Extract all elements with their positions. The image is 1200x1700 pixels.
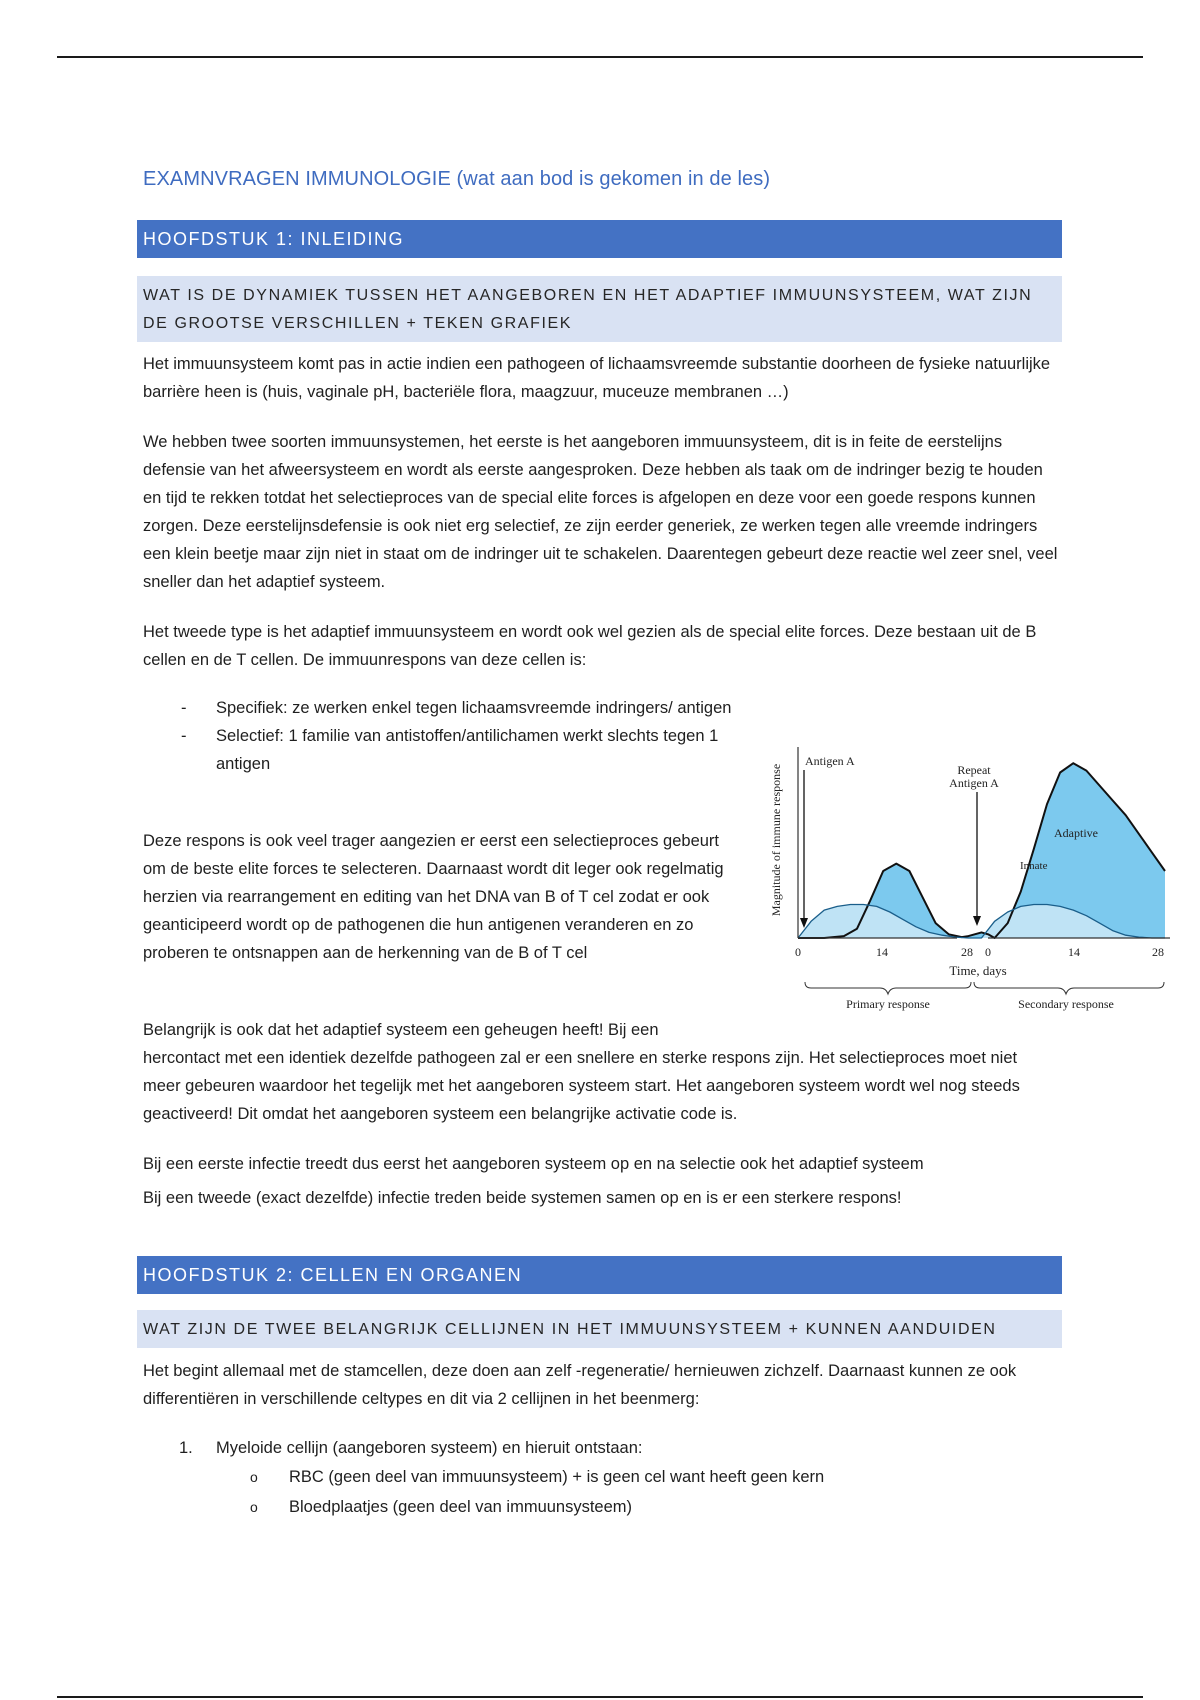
chapter-1-paragraph-5a: Belangrijk is ook dat het adaptief systeem een geheugen heeft! Bij een — [143, 1021, 659, 1039]
chapter-1-paragraph-7: Bij een tweede (exact dezelfde) infectie treden beide systemen samen op en is er een sterkere respons! — [143, 1189, 902, 1207]
adaptive-label: Adaptive — [1054, 826, 1098, 840]
x-axis-label: Time, days — [949, 963, 1007, 978]
tick-label: 0 — [985, 945, 991, 959]
cell-lines-list — [143, 1434, 824, 1522]
dash-marker: - — [181, 699, 187, 717]
primary-response-label: Primary response — [846, 997, 930, 1011]
list-item — [143, 1434, 824, 1522]
chapter-1-paragraph-4: Deze respons is ook veel trager aangezien er eerst een selectieproces gebeurt om de beste elite forces te selecteren. Daarnaast wordt dit leger ook regelmatig herzien via rearrangement en editing van het DNA van B of T cel zodat er ook geanticipeerd wordt op de pathogenen die hun antigenen veranderen en zo proberen te ontsnappen aan de herkenning van de B of T cel — [143, 832, 724, 962]
list-item: - Specifiek: ze werken enkel tegen lichaamsvreemde indringers/ antigen — [143, 694, 736, 722]
immune-response-chart — [760, 712, 1170, 1012]
chapter-2-question: WAT ZIJN DE TWEE BELANGRIJK CELLIJNEN IN HET IMMUUNSYSTEEM + KUNNEN AANDUIDEN — [137, 1310, 1062, 1348]
chapter-1-paragraph-6: Bij een eerste infectie treedt dus eerst het aangeboren systeem op en na selectie ook het adaptief systeem — [143, 1155, 924, 1173]
chapter-2-paragraph-1: Het begint allemaal met de stamcellen, deze doen aan zelf -regeneratie/ hernieuwen zichzelf. Daarnaast kunnen ze ook differentiëren in verschillende celtypes en dit via 2 cellijnen in het beenmerg: — [143, 1362, 1017, 1408]
list-item: - Selectief: 1 familie van antistoffen/antilichamen werkt slechts tegen 1 antigen — [143, 722, 736, 778]
chapter-1-paragraph-1: Het immuunsysteem komt pas in actie indien een pathogeen of lichaamsvreemde substantie doorheen de fysieke natuurlijke barrière heen is (huis, vaginale pH, bacteriële flora, maagzuur, muceuze membranen …) — [143, 355, 1051, 401]
chapter-1-paragraph-5b: hercontact met een identiek dezelfde pathogeen zal er een snellere en sterke respons zijn. Het selectieproces moet niet meer gebeuren waardoor het tegelijk met het aangeboren systeem start. Het aangeboren systeem wordt wel nog steeds geactiveerd! Dit omdat het aangeboren systeem een belangrijke activatie code is. — [143, 1049, 1020, 1123]
chapter-1-heading: HOOFDSTUK 1: INLEIDING — [137, 220, 1062, 258]
repeat-label: Repeat — [957, 763, 991, 777]
chapter-1-paragraph-3: Het tweede type is het adaptief immuunsysteem en wordt ook wel gezien als de special elite forces. Deze bestaan uit de B cellen en de T cellen. De immuunrespons van deze cellen is: — [143, 623, 1037, 669]
list-item-label: Myeloide cellijn (aangeboren systeem) en hieruit ontstaan: — [216, 1439, 643, 1457]
innate-label: Innate — [1020, 860, 1048, 872]
page-bottom-rule — [57, 1696, 1143, 1698]
secondary-response-bracket — [974, 982, 1164, 994]
immune-response-chart-svg — [760, 712, 1170, 1012]
chapter-1-paragraph-2: We hebben twee soorten immuunsystemen, het eerste is het aangeboren immuunsysteem, dit is in feite de eerstelijns defensie van het afweersysteem en wordt als eerste aangesproken. Deze hebben als taak om de indringer bezig te houden en tijd te rekken totdat het selectieproces van de special elite forces is afgelopen en deze voor een goede respons kunnen zorgen. Deze eerstelijnsdefensie is ook niet erg selectief, ze zijn eerder generiek, ze werken tegen alle vreemde indringers een klein beetje maar zijn niet in staat om de indringer uit te schakelen. Daarentegen gebeurt deze reactie wel zeer snel, veel sneller dan het adaptief systeem. — [143, 433, 1058, 591]
repeat-antigen-a-label: Antigen A — [949, 776, 999, 790]
adaptive-properties-list — [143, 694, 736, 778]
antigen-a-label: Antigen A — [805, 754, 855, 768]
circle-bullet-icon: o — [250, 1469, 258, 1485]
dash-marker: - — [181, 727, 187, 745]
tick-label: 28 — [1152, 945, 1164, 959]
document-title: EXAMNVRAGEN IMMUNOLOGIE (wat aan bod is gekomen in de les) — [143, 168, 771, 190]
tick-label: 14 — [1068, 945, 1080, 959]
chapter-1-question: WAT IS DE DYNAMIEK TUSSEN HET AANGEBOREN EN HET ADAPTIEF IMMUUNSYSTEEM, WAT ZIJN DE GROOTSE VERSCHILLEN + TEKEN GRAFIEK — [137, 276, 1062, 342]
secondary-response-label: Secondary response — [1018, 997, 1114, 1011]
circle-bullet-icon: o — [250, 1499, 258, 1515]
sub-list-item: o RBC (geen deel van immuunsysteem) + is geen cel want heeft geen kern — [216, 1462, 824, 1492]
tick-label: 14 — [876, 945, 888, 959]
repeat-antigen-arrowhead — [973, 916, 981, 926]
myeloid-subitems — [216, 1462, 824, 1522]
primary-response-bracket — [805, 982, 971, 994]
y-axis-label: Magnitude of immune response — [769, 763, 783, 917]
tick-label: 0 — [795, 945, 801, 959]
page-top-rule — [57, 56, 1143, 58]
tick-label: 28 — [961, 945, 973, 959]
sub-list-item: o Bloedplaatjes (geen deel van immuunsysteem) — [216, 1492, 824, 1522]
chapter-2-heading: HOOFDSTUK 2: CELLEN EN ORGANEN — [137, 1256, 1062, 1294]
number-marker: 1. — [179, 1439, 193, 1457]
